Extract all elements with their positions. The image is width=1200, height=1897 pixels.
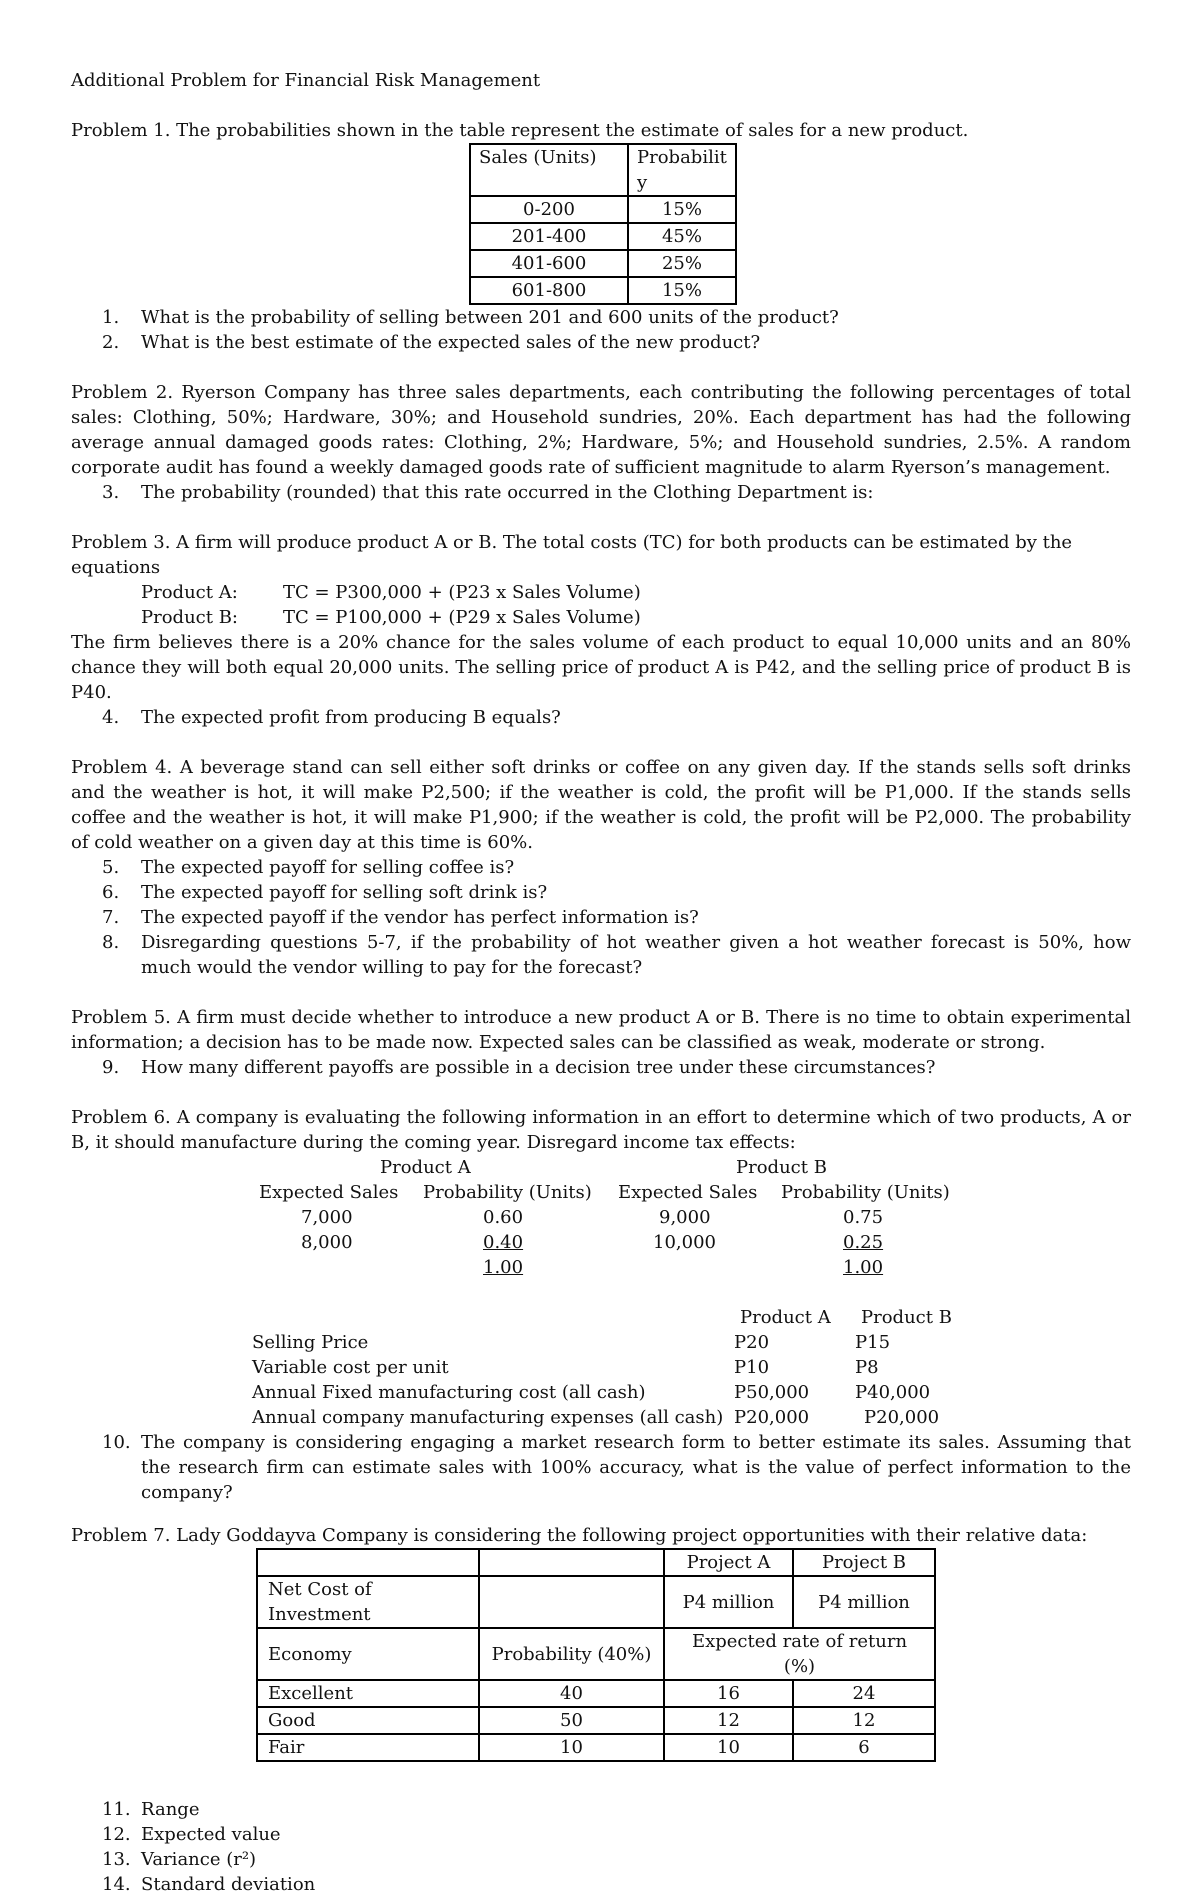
list-item: 5. The expected payoff for selling coffee is?	[102, 857, 515, 878]
list-item: 9. How many different payoffs are possible in a decision tree under these circumstances?	[102, 1057, 936, 1078]
table-row	[470, 250, 736, 277]
table-cell: 45%	[628, 223, 736, 250]
problem-1-intro: Problem 1. The probabilities shown in the table represent the estimate of sales for a new product.	[71, 120, 969, 141]
table-cell: P20,000	[864, 1407, 940, 1428]
table-row	[257, 1576, 935, 1628]
table-cell: P8	[855, 1357, 879, 1378]
problem-4-intro: Problem 4. A beverage stand can sell either soft drinks or coffee on any given day. If the stands sells soft drinks and the weather is hot, it will make P2,500; if the weather is cold, the profit will be P1,000. If the stands sells coffee and the weather is hot, it will make P1,900; if the weather is cold, the profit will be P2,000. The probability of cold weather on a given day at this time is 60%.	[71, 757, 1131, 853]
table-row	[257, 1707, 935, 1734]
column-header: Probability (Units)	[781, 1182, 950, 1203]
list-item: 3. The probability (rounded) that this rate occurred in the Clothing Department is:	[102, 482, 874, 503]
table-header: Probability (40%)	[479, 1628, 664, 1680]
project-table	[256, 1548, 936, 1762]
table-cell: P40,000	[855, 1382, 931, 1403]
table-cell: 12	[664, 1707, 793, 1734]
table-cell: P20	[734, 1332, 770, 1353]
row-label: Good	[257, 1707, 479, 1734]
table-cell	[479, 1576, 664, 1628]
row-label: Net Cost of Investment	[257, 1576, 479, 1628]
table-row	[470, 196, 736, 223]
problem-6-questions	[71, 1430, 1131, 1505]
list-item: 10. The company is considering engaging a market research form to better estimate its sales. Assuming that the research firm can estimate sales with 100% accuracy, what is the value of perfect information to the company?	[102, 1432, 1131, 1503]
list-item: 4. The expected profit from producing B equals?	[102, 707, 561, 728]
table-row	[257, 1680, 935, 1707]
cost-table	[71, 1305, 1131, 1430]
table-header: Expected rate of return (%)	[664, 1628, 935, 1680]
problem-7-questions	[71, 1797, 1131, 1897]
problem-7-intro: Problem 7. Lady Goddayva Company is considering the following project opportunities with their relative data:	[71, 1525, 1088, 1546]
table-cell: 12	[793, 1707, 935, 1734]
row-label: Economy	[257, 1628, 479, 1680]
column-header: Expected Sales	[618, 1182, 758, 1203]
table-cell: P50,000	[734, 1382, 810, 1403]
table-cell: 15%	[628, 277, 736, 304]
row-label: Variable cost per unit	[252, 1357, 449, 1378]
table-cell: P4 million	[793, 1576, 935, 1628]
table-cell: 401-600	[470, 250, 628, 277]
table-header: Sales (Units)	[470, 144, 628, 196]
table-cell: 25%	[628, 250, 736, 277]
table-cell: P10	[734, 1357, 770, 1378]
total-cell: 1.00	[843, 1257, 884, 1278]
product-a-heading: Product A	[380, 1157, 471, 1178]
list-item: 1. What is the probability of selling between 201 and 600 units of the product?	[102, 307, 839, 328]
row-label: Fair	[257, 1734, 479, 1761]
row-label: Annual Fixed manufacturing cost (all cash)	[252, 1382, 646, 1403]
table-cell: 0.40	[483, 1232, 524, 1253]
table-cell: 10	[664, 1734, 793, 1761]
product-a-equation: Product A: TC = P300,000 + (P23 x Sales Volume)	[141, 582, 641, 603]
table-cell: 0.75	[843, 1207, 884, 1228]
problem-3-questions	[71, 705, 1131, 730]
list-item: 13. Variance (r²)	[102, 1849, 257, 1870]
table-cell	[257, 1549, 479, 1576]
table-row	[257, 1549, 935, 1576]
problem-3-body: The firm believes there is a 20% chance for the sales volume of each product to equal 10,000 units and an 80% chance they will both equal 20,000 units. The selling price of product A is P42, and the selling price of product B is P40.	[71, 632, 1131, 703]
column-header: Product B	[861, 1307, 952, 1328]
problem-6-intro: Problem 6. A company is evaluating the following information in an effort to determine which of two products, A or B, it should manufacture during the coming year. Disregard income tax effects:	[71, 1107, 1131, 1153]
column-header: Expected Sales	[259, 1182, 399, 1203]
row-label: Annual company manufacturing expenses (all cash)	[252, 1407, 724, 1428]
table-row	[257, 1628, 935, 1680]
product-b-heading: Product B	[736, 1157, 827, 1178]
column-header: Product A	[740, 1307, 831, 1328]
table-row	[470, 223, 736, 250]
list-item: 11. Range	[102, 1799, 200, 1820]
table-cell: 16	[664, 1680, 793, 1707]
row-label: Selling Price	[252, 1332, 369, 1353]
product-probability-grid	[71, 1155, 1131, 1280]
document	[71, 68, 1131, 1897]
problem-5-intro: Problem 5. A firm must decide whether to introduce a new product A or B. There is no time to obtain experimental information; a decision has to be made now. Expected sales can be classified as weak, moderate or strong.	[71, 1007, 1131, 1053]
table-cell: P20,000	[734, 1407, 810, 1428]
row-label: Excellent	[257, 1680, 479, 1707]
table-cell: 8,000	[301, 1232, 353, 1253]
table-cell: P15	[855, 1332, 891, 1353]
table-cell: 201-400	[470, 223, 628, 250]
table-cell: P4 million	[664, 1576, 793, 1628]
problem-2-questions	[71, 480, 1131, 505]
table-cell: 0.60	[483, 1207, 524, 1228]
product-b-equation: Product B: TC = P100,000 + (P29 x Sales Volume)	[141, 607, 641, 628]
table-cell: 7,000	[301, 1207, 353, 1228]
table-cell: 24	[793, 1680, 935, 1707]
table-row	[257, 1734, 935, 1761]
table-cell: 10,000	[653, 1232, 716, 1253]
table-cell	[479, 1549, 664, 1576]
table-cell: 0.25	[843, 1232, 884, 1253]
table-header: Project A	[664, 1549, 793, 1576]
problem-3-intro: Problem 3. A firm will produce product A or B. The total costs (TC) for both products can be estimated by the equations	[71, 532, 1073, 578]
table-header: Probabilit y	[628, 144, 736, 196]
problem-2-intro: Problem 2. Ryerson Company has three sales departments, each contributing the following percentages of total sales: Clothing, 50%; Hardware, 30%; and Household sundries, 20%. Each department has had the following average annual damaged goods rates: Clothing, 2%; Hardware, 5%; and Household sundries, 2.5%. A random corporate audit has found a weekly damaged goods rate of sufficient magnitude to alarm Ryerson’s management.	[71, 382, 1131, 478]
table-cell: 40	[479, 1680, 664, 1707]
table-cell: 9,000	[659, 1207, 711, 1228]
document-title: Additional Problem for Financial Risk Management	[71, 70, 541, 91]
list-item: 14. Standard deviation	[102, 1874, 316, 1895]
table-header: Project B	[793, 1549, 935, 1576]
table-cell: 50	[479, 1707, 664, 1734]
list-item: 6. The expected payoff for selling soft drink is?	[102, 882, 548, 903]
table-cell: 15%	[628, 196, 736, 223]
table-cell: 6	[793, 1734, 935, 1761]
table-cell: 10	[479, 1734, 664, 1761]
list-item: 2. What is the best estimate of the expected sales of the new product?	[102, 332, 761, 353]
total-cell: 1.00	[483, 1257, 524, 1278]
list-item: 7. The expected payoff if the vendor has perfect information is?	[102, 907, 699, 928]
column-header: Probability (Units)	[423, 1182, 592, 1203]
problem-1-questions	[71, 305, 1131, 355]
problem-5-questions	[71, 1055, 1131, 1080]
list-item: 8. Disregarding questions 5-7, if the probability of hot weather given a hot weather forecast is 50%, how much would the vendor willing to pay for the forecast?	[102, 932, 1131, 978]
table-row	[470, 277, 736, 304]
list-item: 12. Expected value	[102, 1824, 281, 1845]
problem-4-questions	[71, 855, 1131, 980]
table-cell: 601-800	[470, 277, 628, 304]
table-cell: 0-200	[470, 196, 628, 223]
sales-probability-table	[469, 143, 737, 305]
